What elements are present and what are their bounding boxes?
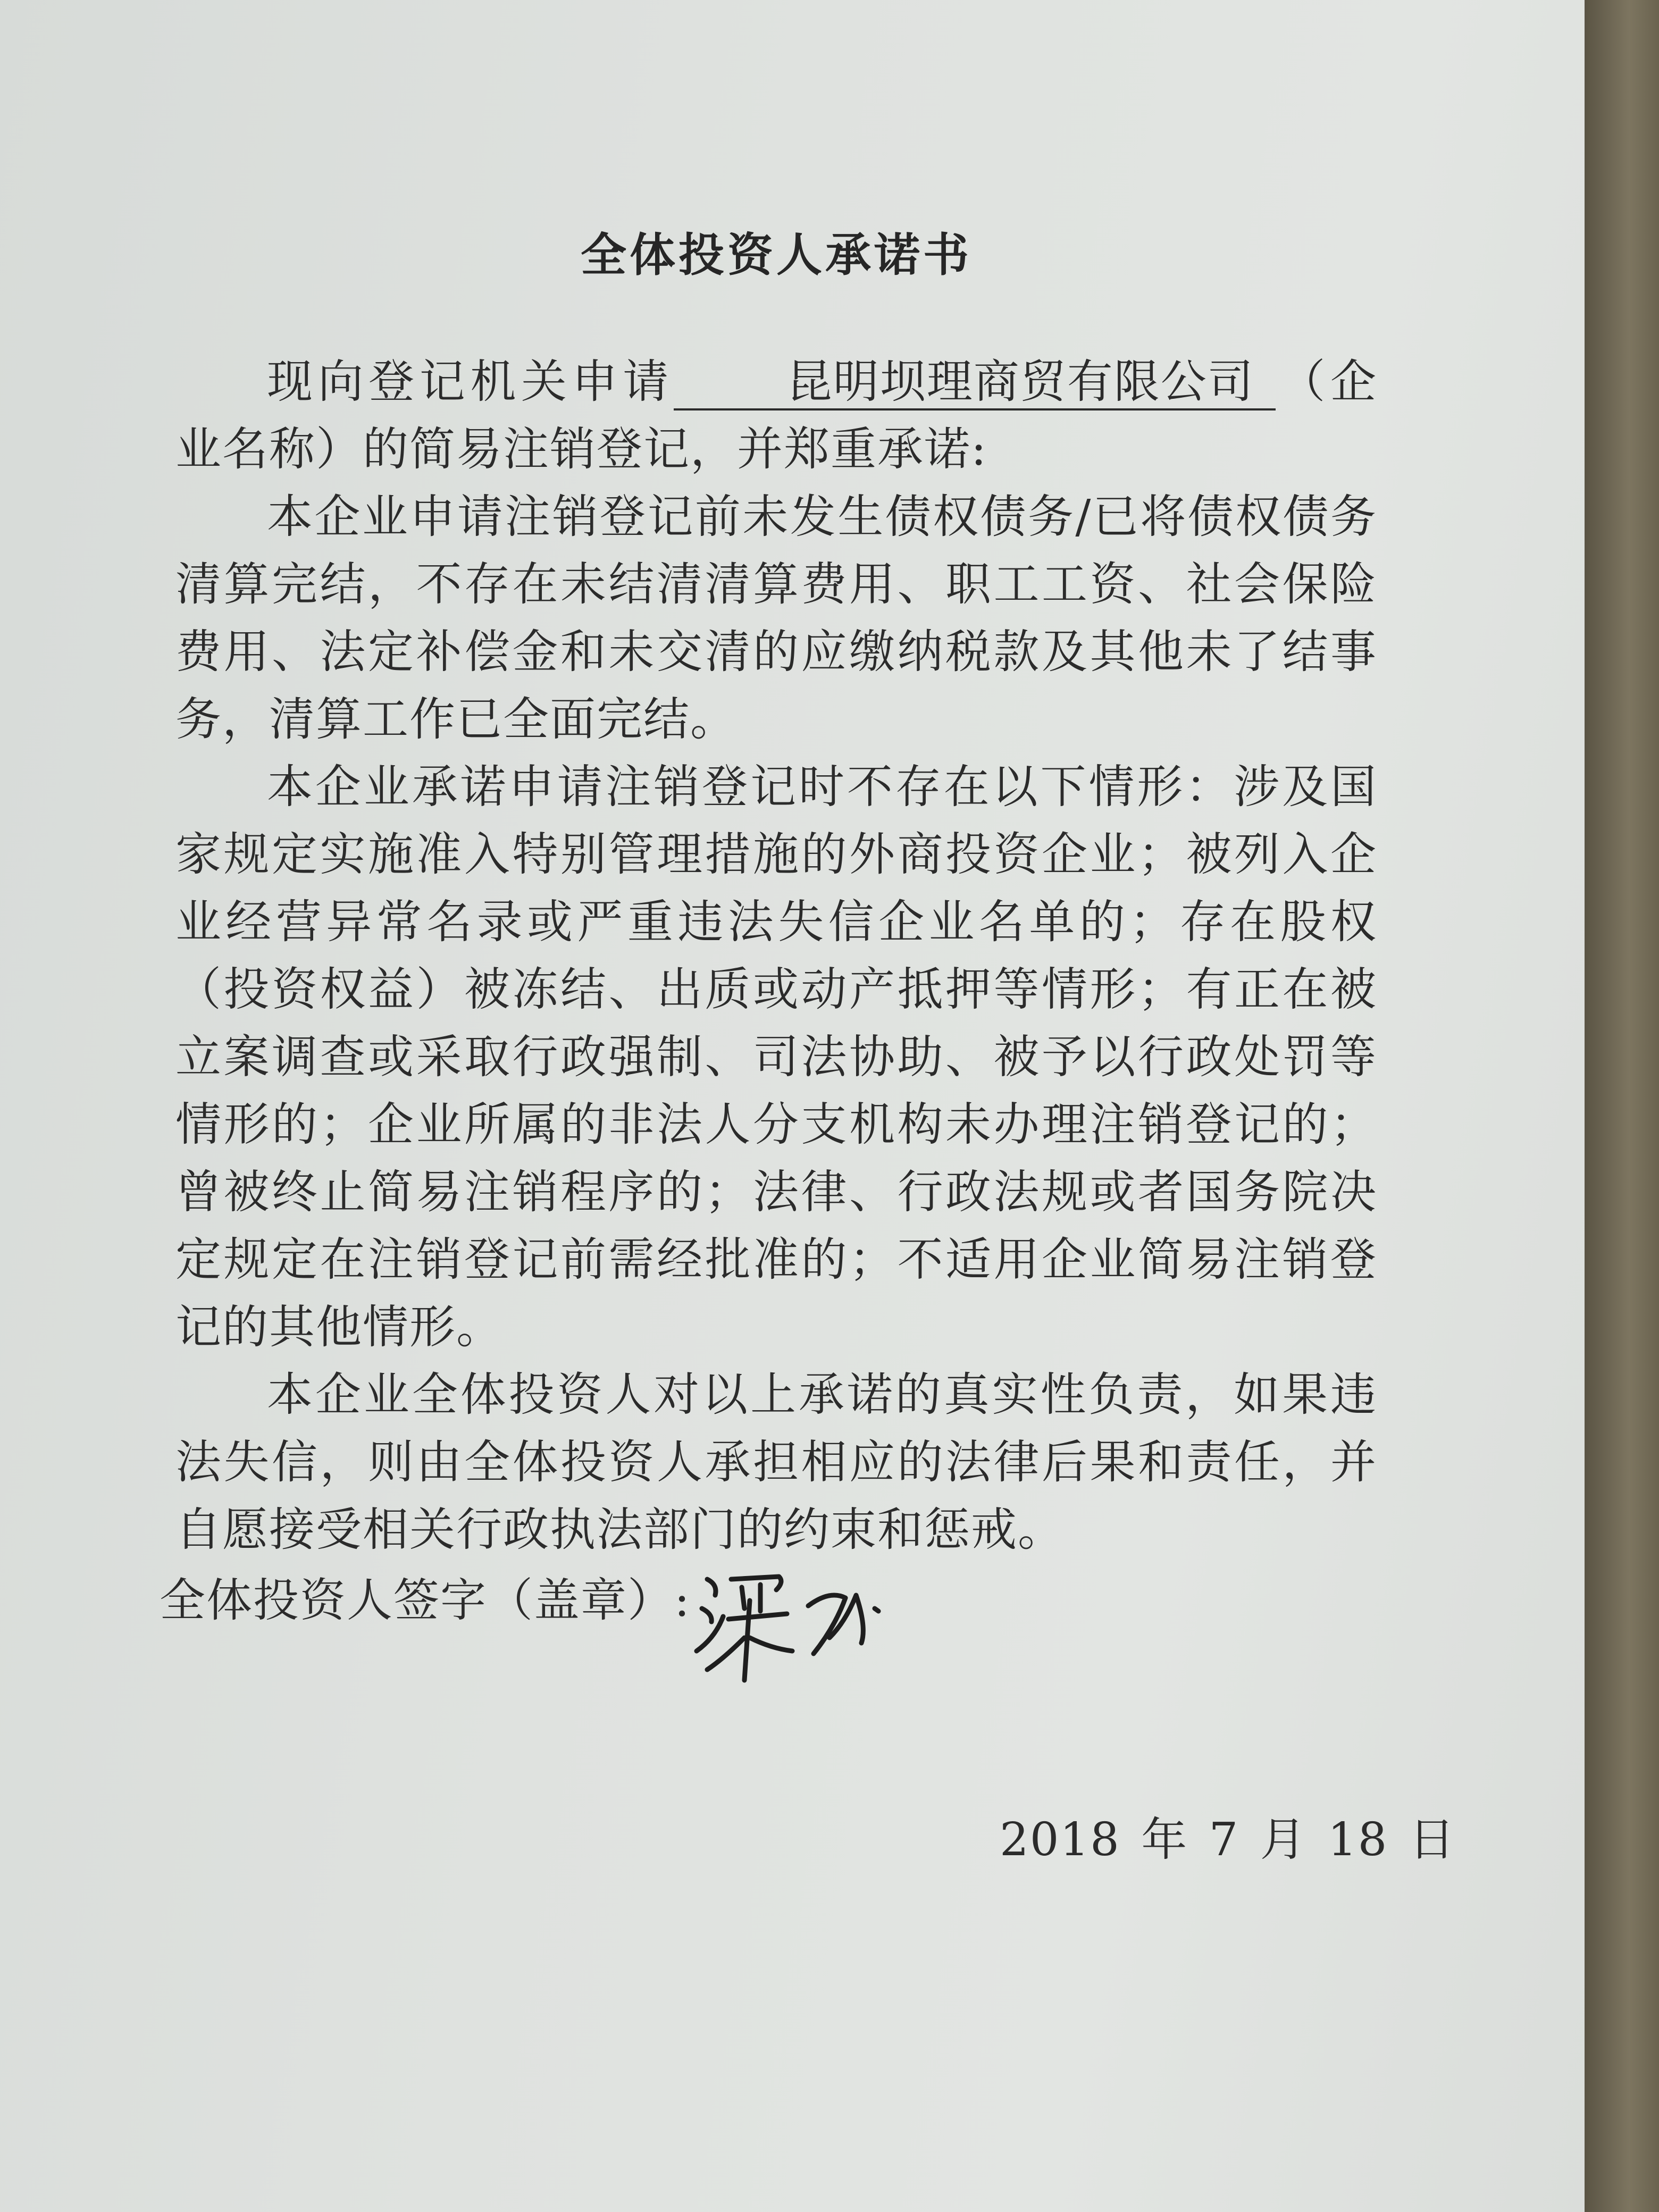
- handwritten-signature: [686, 1558, 931, 1691]
- date-month: 7: [1209, 1813, 1239, 1866]
- signature-label: 全体投资人签字（盖章）:: [160, 1574, 691, 1627]
- intro-prefix: 现向登记机关申请: [267, 355, 674, 408]
- date-year-unit: 年: [1141, 1813, 1188, 1866]
- company-name-field: 昆明坝理商贸有限公司: [674, 355, 1276, 410]
- date-day: 18: [1327, 1813, 1388, 1866]
- intro-suffix: （企业名称）的简易注销登记，并郑重承诺:: [175, 355, 1378, 476]
- paragraph-settlement: 本企业申请注销登记前未发生债权债务/已将债权债务清算完结，不存在未结清清算费用、职工工资、社会保险费用、法定补偿金和未交清的应缴纳税款及其他未了结事务，清算工作已全面完结。: [175, 490, 1377, 746]
- date-line: [1000, 1803, 1461, 1869]
- date-day-unit: 日: [1409, 1813, 1456, 1866]
- date-year: 2018: [1000, 1813, 1120, 1866]
- intro-paragraph: [175, 348, 1377, 483]
- date-month-unit: 月: [1260, 1813, 1307, 1866]
- paragraph-conditions: 本企业承诺申请注销登记时不存在以下情形：涉及国家规定实施准入特别管理措施的外商投资企业；被列入企业经营异常名录或严重违法失信企业名单的；存在股权（投资权益）被冻结、出质或动产抵押等情形；有正在被立案调查或采取行政强制、司法协助、被予以行政处罚等情形的；企业所属的非法人分支机构未办理注销登记的；曾被终止简易注销程序的；法律、行政法规或者国务院决定规定在注销登记前需经批准的；不适用企业简易注销登记的其他情形。: [175, 760, 1377, 1354]
- document-body: [175, 348, 1377, 1564]
- paragraph-responsibility: 本企业全体投资人对以上承诺的真实性负责，如果违法失信，则由全体投资人承担相应的法律后果和责任，并自愿接受相关行政执法部门的约束和惩戒。: [175, 1368, 1377, 1556]
- document-title: 全体投资人承诺书: [581, 229, 972, 282]
